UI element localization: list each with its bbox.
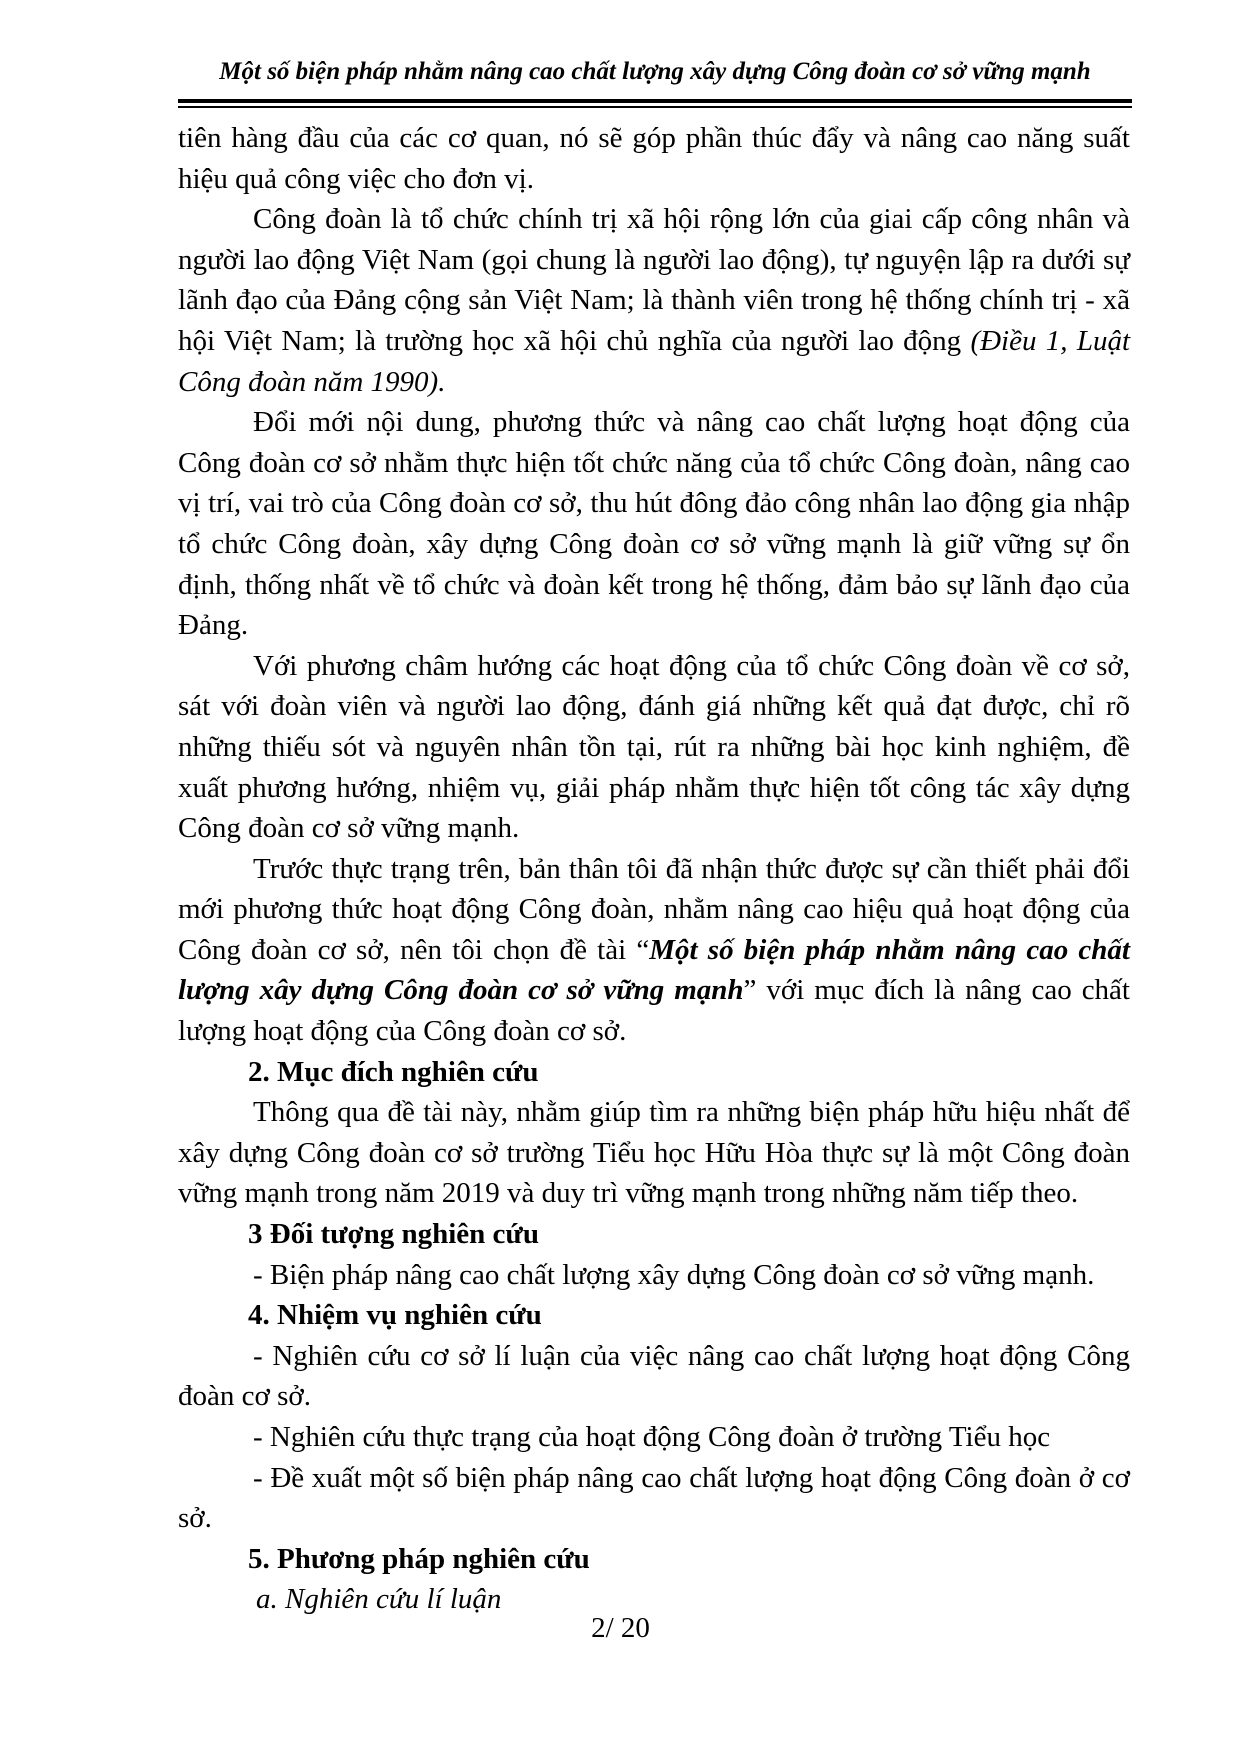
- paragraph-motto: Với phương châm hướng các hoạt động của tổ chức Công đoàn về cơ sở, sát với đoàn viên và người lao động, đánh giá những kết quả đạt được, chỉ rõ những thiếu sót và nguyên nhân tồn tại, rút ra những bài học kinh nghiệm, đề xuất phương hướng, nhiệm vụ, giải pháp nhằm thực hiện tốt công tác xây dựng Công đoàn cơ sở vững mạnh.: [178, 649, 1130, 845]
- section-heading-tasks: 4. Nhiệm vụ nghiên cứu: [248, 1299, 542, 1332]
- law-citation: (Điều 1, Luật Công đoàn năm 1990).: [178, 324, 1131, 398]
- header-rule-thick: [178, 99, 1132, 103]
- topic-title: Một số biện pháp nhằm nâng cao chất lượng xây dựng Công đoàn cơ sở vững mạnh: [178, 933, 1130, 1007]
- document-body: [178, 118, 1130, 1620]
- paragraph-purpose: Thông qua đề tài này, nhằm giúp tìm ra những biện pháp hữu hiệu nhất để xây dựng Công đoàn cơ sở trường Tiểu học Hữu Hòa thực sự là một Công đoàn vững mạnh trong năm 2019 và duy trì vững mạnh trong những năm tiếp theo.: [178, 1096, 1130, 1210]
- paragraph-trade-union-definition: [178, 199, 1130, 402]
- paragraph-topic-choice: [178, 849, 1130, 1052]
- paragraph-text: ” với mục đích là nâng cao chất lượng hoạt động của Công đoàn cơ sở.: [178, 974, 1130, 1048]
- list-item-task-proposal: - Đề xuất một số biện pháp nâng cao chất lượng hoạt động Công đoàn ở cơ sở.: [178, 1461, 1130, 1535]
- header-rule-thin: [178, 106, 1132, 108]
- subsection-heading-theory: a. Nghiên cứu lí luận: [256, 1583, 502, 1616]
- page-number: 2/ 20: [591, 1612, 650, 1644]
- paragraph-innovation: Đổi mới nội dung, phương thức và nâng cao chất lượng hoạt động của Công đoàn cơ sở nhằm thực hiện tốt chức năng của tổ chức Công đoàn, nâng cao vị trí, vai trò của Công đoàn cơ sở, thu hút đông đảo công nhân lao động gia nhập tổ chức Công đoàn, xây dựng Công đoàn cơ sở vững mạnh là giữ vững sự ổn định, thống nhất về tổ chức và đoàn kết trong hệ thống, đảm bảo sự lãnh đạo của Đảng.: [178, 406, 1130, 642]
- paragraph-continuation: tiên hàng đầu của các cơ quan, nó sẽ góp phần thúc đẩy và nâng cao năng suất hiệu quả công việc cho đơn vị.: [178, 122, 1130, 195]
- section-heading-purpose: 2. Mục đích nghiên cứu: [248, 1055, 539, 1088]
- paragraph-text: Công đoàn là tổ chức chính trị xã hội rộng lớn của giai cấp công nhân và người lao động Việt Nam (gọi chung là người lao động), tự nguyện lập ra dưới sự lãnh đạo của Đảng cộng sản Việt Nam; là thành viên trong hệ thống chính trị - xã hội Việt Nam; là trường học xã hội chủ nghĩa của người lao động: [178, 203, 1130, 357]
- section-heading-subject: 3 Đối tượng nghiên cứu: [248, 1218, 539, 1251]
- section-heading-methods: 5. Phương pháp nghiên cứu: [248, 1542, 590, 1575]
- list-item-task-theory: - Nghiên cứu cơ sở lí luận của việc nâng cao chất lượng hoạt động Công đoàn cơ sở.: [178, 1339, 1130, 1413]
- paragraph-text: Trước thực trạng trên, bản thân tôi đã nhận thức được sự cần thiết phải đổi mới phương thức hoạt động Công đoàn, nhằm nâng cao hiệu quả hoạt động của Công đoàn cơ sở, nên tôi chọn đề tài “: [178, 852, 1130, 966]
- list-item-subject: - Biện pháp nâng cao chất lượng xây dựng Công đoàn cơ sở vững mạnh.: [253, 1258, 1095, 1291]
- page-header-title: Một số biện pháp nhằm nâng cao chất lượng xây dựng Công đoàn cơ sở vững mạnh: [219, 58, 1091, 85]
- list-item-task-status: - Nghiên cứu thực trạng của hoạt động Công đoàn ở trường Tiểu học: [253, 1421, 1051, 1453]
